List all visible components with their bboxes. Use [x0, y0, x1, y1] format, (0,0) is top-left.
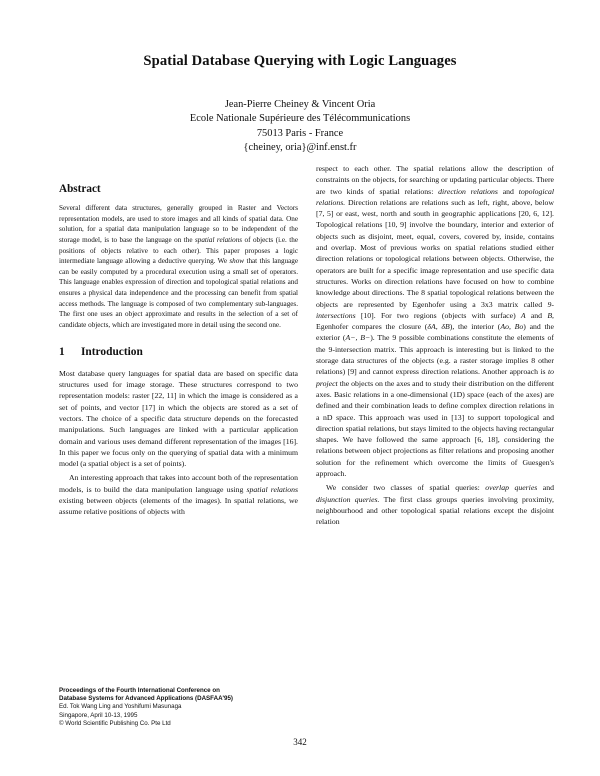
page-number: 342: [293, 737, 307, 747]
right-paragraph-2: We consider two classes of spatial queries: overlap queries and disjunction queries. The first class groups queries involving proximity, neighbourhood and other topological spatial relations except the disjoint relation: [316, 483, 554, 527]
conference-footnote: [59, 687, 298, 728]
intro-heading: [59, 347, 298, 358]
author-email: {cheiney, oria}@inf.enst.fr: [243, 141, 357, 153]
footnote-line-3: Ed. Tok Wang Ling and Yoshifumi Masunaga: [59, 703, 182, 711]
intro-title: Introduction: [81, 346, 143, 359]
footnote-line-1: Proceedings of the Fourth International Conference on: [59, 687, 220, 694]
right-paragraph-1: respect to each other. The spatial relations allow the description of constraints on the objects, for searching or updating particular objects. There are two kinds of spatial relations: direction relations and topological relations. Direction relations are relations such as left, right, above, below [7, 5] or east, west, north and south in geographic applications [20, 6, 12]. Topological relations [10, 9] involve the boundary, interior and exterior of objects such as disjoint, meet, equal, covers, covered by, inside, contains and overlap. Most of previous works on spatial relations studied either direction relations or topological relations between objects. Otherwise, the operators are built for a specific image representation and use specific data structures. Works on direction relations have focused on how to combine knowledge about directions. The 8 spatial topological relations between the objects are represented by Egenhofer using a 3x3 matrix called 9-intersections [10]. For two regions (objects with surface) A and B, Egenhofer compares the closure (δA, δB), the interior (Ao, Bo) and the exterior (A−, B−). The 9 possible combinations constitute the elements of the 9-intersection matrix. This approach is interesting but is linked to the storage data structures of the objects (e.g. a raster storage implies 8 other relations) [9] and cannot express direction relations. Another approach is to project the objects on the axes and to study their distribution on the different axes. Basic relations in a one-dimensional (1D) space (each of the axes) are defined and their combination leads to define complex direction relations in a nD space. This approach was used in [13] to support topological and direction spatial relations, but stays limited to the objects having rectangular shapes. We have followed the same approach [6, 18], considering the relations between object projections as filter relations and proposing another solution for the refinement which overcome the limits of Guesgen's approach.: [316, 164, 555, 479]
right-column: [316, 163, 554, 528]
abstract-heading: Abstract: [59, 183, 101, 195]
paper-title: Spatial Database Querying with Logic Languages: [143, 53, 457, 69]
left-column: [59, 184, 298, 518]
author-address: 75013 Paris - France: [256, 127, 344, 139]
intro-paragraph-1: Most database query languages for spatial data are based on specific data structures used for image storage. These structures correspond to two representation models: raster [22, 11] in which the image is considered as a set of points, and vector [17] in which the objects are stored as a set of vectors. The choice of a specific data structure depends on the forecasted manipulations. Such languages are linked with a particular application domain and various uses demand different representation of the images [16]. In this paper we focus only on the querying of spatial data with a minimum model (a spatial object is a set of points).: [59, 368, 298, 469]
author-block: [0, 98, 600, 155]
footnote-line-4: Singapore, April 10-13, 1995: [59, 711, 138, 719]
footnote-line-5: © World Scientific Publishing Co. Pte Ltd: [59, 719, 171, 727]
footnote-line-2: Database Systems for Advanced Applications (DASFAA'95): [59, 695, 233, 703]
author-institution: Ecole Nationale Supérieure des Télécommunications: [189, 113, 411, 125]
intro-number: 1: [59, 346, 65, 359]
intro-paragraph-2: An interesting approach that takes into account both of the representation models, is to build the data manipulation language using spatial relations existing between objects (elements of the images). In spatial relations, we assume relative positions of objects with: [59, 473, 298, 517]
abstract-text: Several different data structures, generally grouped in Raster and Vectors representation models, are used to store images and all kinds of spatial data. One solution, for a spatial data manipulation language so to be independent of the storage model, is to base the language on the spatial relations of objects (i.e. the positions of objects relative to each other). This paper proposes a logic intermediate language allowing a deductive querying. We show that this language can be easily computed by a procedural execution using a small set of operators. This language enables expression of direction and topological spatial relations and ensures a physical data independence and the processing can benefit from spatial access methods. The language is composed of two complementary sub-languages. The first one uses an object approximate and results in the selection of a set of candidate objects, which are investigated more in detail using the second one.: [59, 204, 299, 329]
author-names: Jean-Pierre Cheiney & Vincent Oria: [224, 99, 376, 110]
